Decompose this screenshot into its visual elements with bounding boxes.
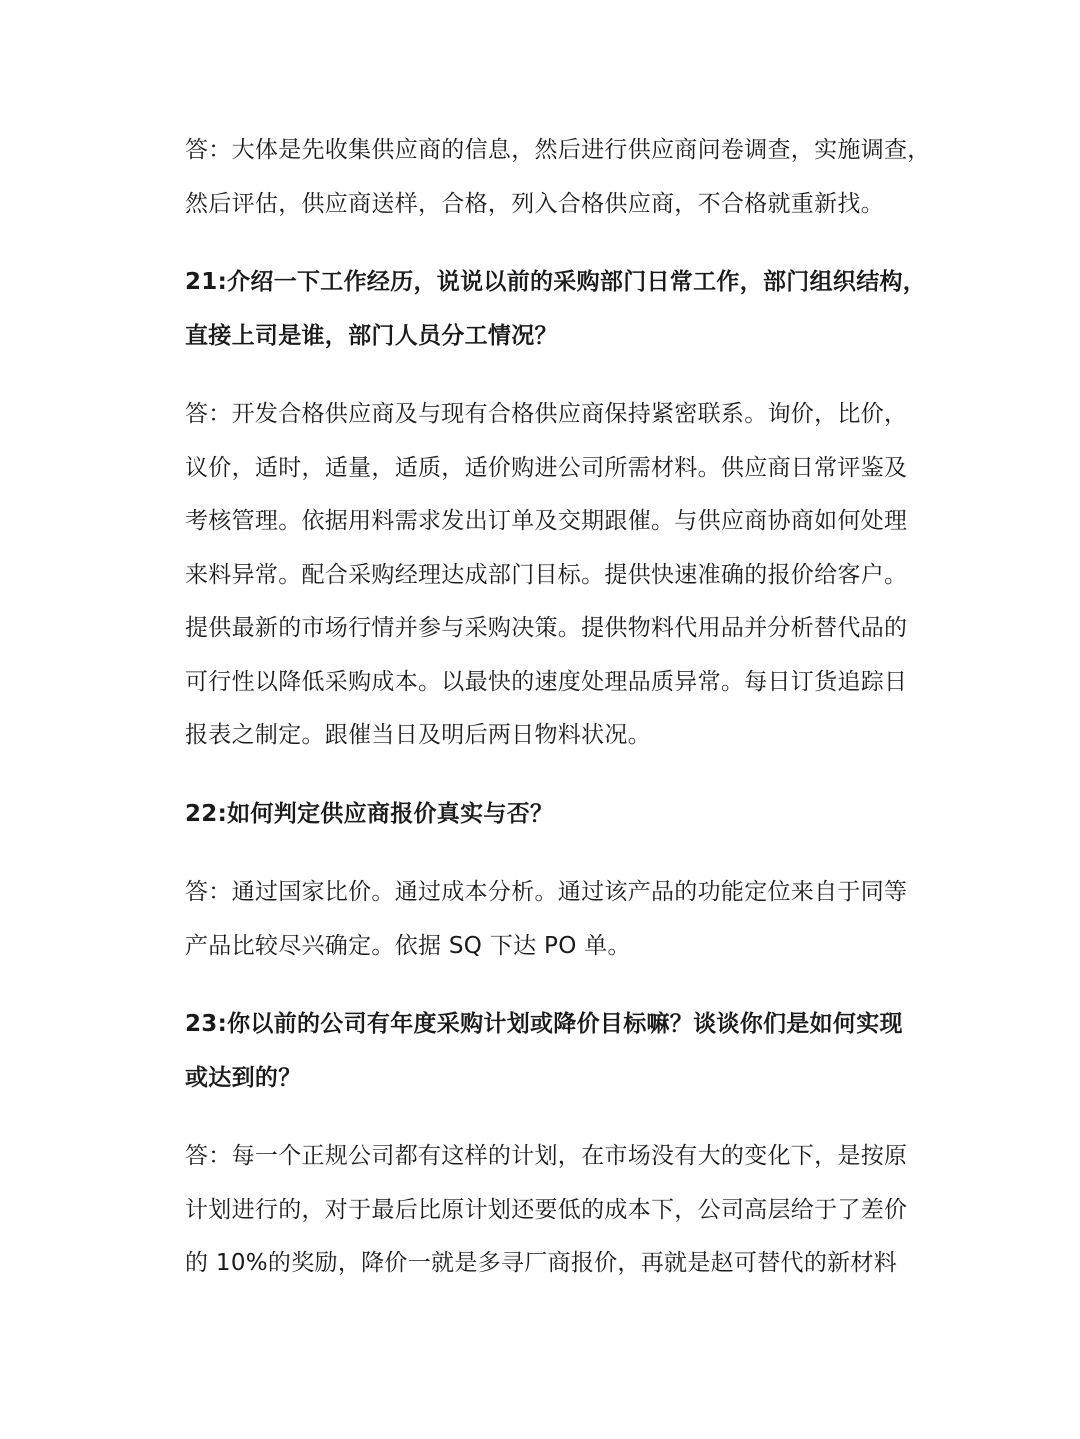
question-22 xyxy=(185,788,915,842)
text-line: 产品比较尽兴确定。依据 SQ 下达 PO 单。 xyxy=(185,932,631,959)
question-line: 或达到的？ xyxy=(185,1064,302,1091)
question-23 xyxy=(185,998,915,1105)
text-line: 可行性以降低采购成本。以最快的速度处理品质异常。每日订货追踪日 xyxy=(185,668,908,695)
text-line: 议价，适时，适量，适质，适价购进公司所需材料。供应商日常评鉴及 xyxy=(185,454,908,481)
text-line: 然后评估，供应商送样，合格，列入合格供应商，不合格就重新找。 xyxy=(185,190,884,217)
question-line: 21:介绍一下工作经历，说说以前的采购部门日常工作，部门组织结构， xyxy=(185,269,927,295)
answer-23 xyxy=(185,1130,915,1291)
text-line: 报表之制定。跟催当日及明后两日物料状况。 xyxy=(185,722,651,748)
document-page xyxy=(185,124,931,1291)
text-line: 来料异常。配合采购经理达成部门目标。提供快速准确的报价给客户。 xyxy=(185,561,908,588)
question-21 xyxy=(185,256,927,363)
question-line: 直接上司是谁，部门人员分工情况？ xyxy=(185,322,558,349)
question-line: 23:你以前的公司有年度采购计划或降价目标嘛？谈谈你们是如何实现 xyxy=(185,1011,903,1037)
answer-22 xyxy=(185,866,915,973)
question-line: 22:如何判定供应商报价真实与否？ xyxy=(185,800,554,827)
text-line: 考核管理。依据用料需求发出订单及交期跟催。与供应商协商如何处理 xyxy=(185,508,908,534)
text-line: 答：开发合格供应商及与现有合格供应商保持紧密联系。询价，比价， xyxy=(185,401,908,427)
text-line: 答：每一个正规公司都有这样的计划，在市场没有大的变化下，是按原 xyxy=(185,1143,908,1169)
text-line: 的 10%的奖励，降价一就是多寻厂商报价，再就是赵可替代的新材料 xyxy=(185,1250,898,1276)
text-line: 答：通过国家比价。通过成本分析。通过该产品的功能定位来自于同等 xyxy=(185,879,908,905)
text-line: 计划进行的，对于最后比原计划还要低的成本下，公司高层给于了差价 xyxy=(185,1196,908,1223)
text-line: 提供最新的市场行情并参与采购决策。提供物料代用品并分析替代品的 xyxy=(185,615,908,641)
answer-21 xyxy=(185,388,915,763)
answer-paragraph xyxy=(185,124,931,231)
text-line: 答：大体是先收集供应商的信息，然后进行供应商问卷调查，实施调查， xyxy=(185,137,931,163)
